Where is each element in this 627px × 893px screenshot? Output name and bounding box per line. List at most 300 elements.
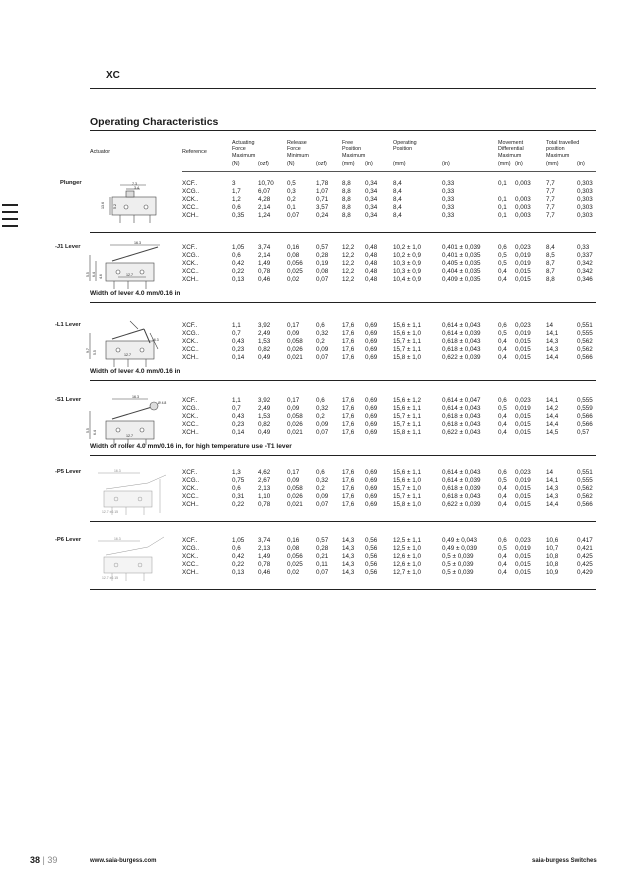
cell-travel-in: 0,562	[577, 485, 593, 492]
cell-release-n: 0,16	[287, 244, 300, 251]
cell-release-n: 0,1	[287, 204, 296, 211]
cell-free-mm: 17,6	[342, 397, 355, 404]
dim-label: 13.6	[101, 202, 105, 209]
cell-release-ozf: 0,28	[316, 545, 329, 552]
cell-operating-mm: 15,7 ± 1,1	[393, 338, 421, 345]
cell-travel-mm: 14,1	[546, 397, 559, 404]
cell-reference: XCH..	[182, 501, 199, 508]
col-operating-position: Operating Position	[393, 140, 417, 153]
cell-movement-in: 0,015	[515, 268, 531, 275]
cell-operating-in: 0,401 ± 0,039	[442, 244, 481, 251]
cell-free-in: 0,69	[365, 493, 378, 500]
dim-label: 5.5	[86, 428, 90, 433]
cell-free-in: 0,69	[365, 429, 378, 436]
cell-free-in: 0,48	[365, 244, 378, 251]
cell-release-ozf: 0,2	[316, 338, 325, 345]
cell-movement-in: 0,023	[515, 397, 531, 404]
cell-operating-mm: 15,7 ± 1,0	[393, 485, 421, 492]
cell-travel-mm: 14	[546, 322, 554, 329]
cell-operating-mm: 12,6 ± 1,0	[393, 553, 421, 560]
cell-operating-mm: 15,6 ± 1,2	[393, 397, 421, 404]
cell-travel-mm: 10,8	[546, 553, 559, 560]
cell-actuating-ozf: 3,92	[258, 322, 271, 329]
cell-actuating-n: 0,22	[232, 561, 245, 568]
cell-actuating-ozf: 2,67	[258, 477, 271, 484]
cell-reference: XCK..	[182, 413, 199, 420]
cell-free-in: 0,48	[365, 260, 378, 267]
cell-movement-in: 0,015	[515, 338, 531, 345]
group-note: Width of roller 4.0 mm/0.16 in, for high temperature use -T1 lever	[90, 443, 292, 450]
cell-release-ozf: 0,2	[316, 413, 325, 420]
cell-reference: XCK..	[182, 196, 199, 203]
cell-operating-mm: 12,7 ± 1,0	[393, 569, 421, 576]
cell-release-n: 0,2	[287, 196, 296, 203]
cell-movement-mm: 0,5	[498, 405, 507, 412]
s1-lever-diagram	[88, 397, 168, 447]
cell-actuating-n: 0,6	[232, 545, 241, 552]
cell-release-n: 0,09	[287, 330, 300, 337]
cell-reference: XCH..	[182, 429, 199, 436]
cell-release-n: 0,17	[287, 469, 300, 476]
cell-movement-in: 0,015	[515, 421, 531, 428]
cell-travel-in: 0,429	[577, 569, 593, 576]
cell-actuating-ozf: 0,82	[258, 421, 271, 428]
side-index-mark	[2, 225, 18, 227]
cell-actuating-ozf: 0,46	[258, 569, 271, 576]
cell-actuating-ozf: 10,70	[258, 180, 274, 187]
cell-free-mm: 17,6	[342, 477, 355, 484]
cell-release-n: 0,025	[287, 268, 303, 275]
cell-operating-mm: 8,4	[393, 204, 402, 211]
cell-movement-in: 0,015	[515, 561, 531, 568]
cell-operating-in: 0,614 ± 0,047	[442, 397, 481, 404]
dim-label: 5.5	[93, 350, 97, 355]
cell-release-ozf: 0,07	[316, 276, 329, 283]
dim-label: 16.3	[114, 469, 121, 473]
cell-movement-mm: 0,6	[498, 469, 507, 476]
cell-movement-mm: 0,1	[498, 212, 507, 219]
cell-movement-in: 0,015	[515, 354, 531, 361]
cell-operating-mm: 15,7 ± 1,1	[393, 421, 421, 428]
cell-reference: XCG..	[182, 477, 200, 484]
cell-release-ozf: 0,09	[316, 346, 329, 353]
cell-reference: XCC..	[182, 421, 199, 428]
cell-free-mm: 17,6	[342, 330, 355, 337]
cell-actuating-ozf: 2,49	[258, 405, 271, 412]
cell-operating-in: 0,33	[442, 196, 455, 203]
cell-travel-mm: 7,7	[546, 180, 555, 187]
side-index-mark	[2, 204, 18, 206]
cell-actuating-n: 0,7	[232, 330, 241, 337]
cell-operating-in: 0,405 ± 0,035	[442, 260, 481, 267]
cell-movement-mm: 0,4	[498, 569, 507, 576]
cell-release-ozf: 0,6	[316, 469, 325, 476]
cell-travel-in: 0,337	[577, 252, 593, 259]
cell-operating-in: 0,5 ± 0,039	[442, 561, 474, 568]
cell-release-n: 0,021	[287, 354, 303, 361]
cell-release-n: 0,025	[287, 561, 303, 568]
cell-free-in: 0,48	[365, 276, 378, 283]
cell-release-n: 0,17	[287, 322, 300, 329]
unit-n: (N)	[232, 161, 240, 167]
cell-release-ozf: 0,6	[316, 322, 325, 329]
cell-reference: XCG..	[182, 545, 200, 552]
cell-travel-in: 0,566	[577, 501, 593, 508]
cell-movement-in: 0,015	[515, 429, 531, 436]
cell-travel-in: 0,342	[577, 260, 593, 267]
cell-reference: XCG..	[182, 188, 200, 195]
cell-travel-in: 0,421	[577, 545, 593, 552]
cell-travel-in: 0,303	[577, 204, 593, 211]
cell-travel-in: 0,303	[577, 196, 593, 203]
cell-actuating-ozf: 0,49	[258, 429, 271, 436]
cell-actuating-ozf: 6,07	[258, 188, 271, 195]
group-note: Width of lever 4.0 mm/0.16 in	[90, 290, 181, 297]
plunger-diagram	[101, 182, 162, 225]
cell-actuating-n: 0,35	[232, 212, 245, 219]
cell-free-mm: 17,6	[342, 469, 355, 476]
dim-label: 16.3	[134, 241, 141, 245]
dim-label: 5.2	[113, 204, 117, 209]
col-reference: Reference	[182, 149, 207, 155]
cell-movement-mm: 0,1	[498, 180, 507, 187]
cell-reference: XCC..	[182, 204, 199, 211]
col-actuating-force: Actuating Force Maximum	[232, 140, 256, 159]
group-note: Width of lever 4.0 mm/0.16 in	[90, 368, 181, 375]
cell-release-ozf: 0,32	[316, 405, 329, 412]
cell-travel-in: 0,559	[577, 405, 593, 412]
cell-travel-mm: 14,3	[546, 493, 559, 500]
cell-travel-mm: 8,7	[546, 260, 555, 267]
cell-travel-mm: 10,9	[546, 569, 559, 576]
cell-release-ozf: 0,09	[316, 493, 329, 500]
cell-release-n: 0,16	[287, 537, 300, 544]
cell-travel-mm: 10,6	[546, 537, 559, 544]
cell-release-n: 0,08	[287, 545, 300, 552]
cell-travel-in: 0,562	[577, 346, 593, 353]
cell-release-ozf: 0,07	[316, 354, 329, 361]
dim-label: 12.7	[124, 353, 131, 357]
unit-mm: (mm)	[342, 161, 355, 167]
cell-free-mm: 12,2	[342, 276, 355, 283]
cell-release-n: 0,058	[287, 485, 303, 492]
cell-actuating-n: 1,3	[232, 469, 241, 476]
cell-operating-in: 0,401 ± 0,035	[442, 252, 481, 259]
cell-free-in: 0,69	[365, 338, 378, 345]
cell-movement-mm: 0,5	[498, 545, 507, 552]
cell-release-ozf: 3,57	[316, 204, 329, 211]
cell-release-n: 0,058	[287, 338, 303, 345]
cell-operating-mm: 15,8 ± 1,0	[393, 354, 421, 361]
cell-free-in: 0,48	[365, 268, 378, 275]
cell-operating-in: 0,622 ± 0,043	[442, 429, 481, 436]
cell-operating-mm: 8,4	[393, 188, 402, 195]
unit-mm: (mm)	[393, 161, 406, 167]
cell-operating-mm: 15,8 ± 1,0	[393, 501, 421, 508]
group-separator	[90, 589, 596, 590]
cell-operating-in: 0,622 ± 0,039	[442, 501, 481, 508]
cell-free-in: 0,69	[365, 421, 378, 428]
cell-movement-mm: 0,4	[498, 485, 507, 492]
cell-actuating-n: 0,6	[232, 485, 241, 492]
cell-operating-in: 0,614 ± 0,039	[442, 477, 481, 484]
cell-travel-mm: 14	[546, 469, 554, 476]
cell-operating-mm: 8,4	[393, 196, 402, 203]
cell-movement-mm: 0,4	[498, 346, 507, 353]
cell-reference: XCG..	[182, 252, 200, 259]
cell-reference: XCH..	[182, 354, 199, 361]
cell-actuating-ozf: 2,14	[258, 252, 271, 259]
cell-travel-in: 0,551	[577, 322, 593, 329]
cell-release-n: 0,17	[287, 397, 300, 404]
cell-release-n: 0,026	[287, 346, 303, 353]
cell-release-n: 0,026	[287, 493, 303, 500]
cell-release-ozf: 0,57	[316, 244, 329, 251]
cell-free-mm: 17,6	[342, 413, 355, 420]
dim-label: 7.3	[132, 182, 137, 186]
cell-movement-in: 0,015	[515, 553, 531, 560]
col-total-travel: Total travelled position Maximum	[546, 140, 580, 159]
cell-movement-in: 0,023	[515, 322, 531, 329]
dim-label: 6.4	[93, 430, 97, 435]
unit-in: (in)	[365, 161, 373, 167]
cell-travel-in: 0,342	[577, 268, 593, 275]
cell-travel-in: 0,303	[577, 212, 593, 219]
cell-operating-mm: 8,4	[393, 212, 402, 219]
cell-actuating-n: 0,43	[232, 338, 245, 345]
cell-operating-mm: 15,6 ± 1,1	[393, 405, 421, 412]
cell-travel-in: 0,555	[577, 397, 593, 404]
cell-reference: XCH..	[182, 569, 199, 576]
cell-operating-mm: 10,3 ± 0,9	[393, 260, 421, 267]
section-title: Operating Characteristics	[90, 116, 219, 128]
cell-actuating-n: 1,1	[232, 397, 241, 404]
cell-free-in: 0,56	[365, 561, 378, 568]
cell-travel-in: 0,555	[577, 477, 593, 484]
cell-free-in: 0,69	[365, 501, 378, 508]
cell-free-mm: 17,6	[342, 405, 355, 412]
cell-movement-mm: 0,5	[498, 252, 507, 259]
cell-free-in: 0,34	[365, 204, 378, 211]
cell-movement-mm: 0,6	[498, 397, 507, 404]
cell-free-in: 0,48	[365, 252, 378, 259]
cell-travel-mm: 14,4	[546, 501, 559, 508]
cell-free-mm: 14,3	[342, 553, 355, 560]
cell-reference: XCC..	[182, 493, 199, 500]
cell-operating-in: 0,618 ± 0,043	[442, 346, 481, 353]
cell-travel-mm: 14,3	[546, 346, 559, 353]
cell-movement-in: 0,023	[515, 537, 531, 544]
cell-free-mm: 8,8	[342, 196, 351, 203]
cell-actuating-ozf: 3,74	[258, 244, 271, 251]
cell-free-in: 0,56	[365, 537, 378, 544]
cell-travel-in: 0,566	[577, 421, 593, 428]
cell-free-in: 0,34	[365, 180, 378, 187]
cell-free-mm: 17,6	[342, 501, 355, 508]
cell-actuating-n: 1,05	[232, 244, 245, 251]
cell-movement-mm: 0,4	[498, 276, 507, 283]
dim-label: 4.6	[99, 274, 103, 279]
cell-operating-in: 0,49 ± 0,043	[442, 537, 477, 544]
cell-free-in: 0,69	[365, 485, 378, 492]
cell-free-mm: 8,8	[342, 204, 351, 211]
cell-reference: XCG..	[182, 330, 200, 337]
unit-in: (in)	[515, 161, 523, 167]
cell-movement-in: 0,023	[515, 244, 531, 251]
cell-release-ozf: 0,08	[316, 268, 329, 275]
cell-free-in: 0,34	[365, 188, 378, 195]
cell-free-in: 0,69	[365, 397, 378, 404]
cell-reference: XCK..	[182, 338, 199, 345]
cell-actuating-ozf: 1,53	[258, 338, 271, 345]
cell-movement-mm: 0,1	[498, 204, 507, 211]
cell-release-n: 0,5	[287, 180, 296, 187]
cell-reference: XCF..	[182, 244, 198, 251]
col-free-position: Free Position Maximum	[342, 140, 366, 159]
cell-travel-mm: 14,4	[546, 354, 559, 361]
cell-free-in: 0,69	[365, 413, 378, 420]
cell-actuating-n: 0,14	[232, 429, 245, 436]
cell-movement-mm: 0,4	[498, 268, 507, 275]
cell-operating-in: 0,33	[442, 180, 455, 187]
cell-actuating-ozf: 4,62	[258, 469, 271, 476]
cell-movement-mm: 0,6	[498, 537, 507, 544]
cell-movement-in: 0,015	[515, 276, 531, 283]
cell-free-mm: 14,3	[342, 537, 355, 544]
cell-release-n: 0,07	[287, 212, 300, 219]
cell-movement-in: 0,019	[515, 477, 531, 484]
cell-travel-in: 0,303	[577, 188, 593, 195]
cell-travel-mm: 8,4	[546, 244, 555, 251]
cell-actuating-n: 0,6	[232, 204, 241, 211]
cell-free-mm: 12,2	[342, 252, 355, 259]
cell-actuating-ozf: 0,78	[258, 561, 271, 568]
cell-movement-mm: 0,4	[498, 553, 507, 560]
cell-actuating-n: 0,22	[232, 268, 245, 275]
cell-release-ozf: 0,32	[316, 330, 329, 337]
dim-label: 5.5	[86, 272, 90, 277]
cell-operating-in: 0,404 ± 0,035	[442, 268, 481, 275]
cell-free-mm: 17,6	[342, 493, 355, 500]
cell-operating-in: 0,5 ± 0,039	[442, 553, 474, 560]
cell-reference: XCK..	[182, 553, 199, 560]
cell-actuating-ozf: 1,53	[258, 413, 271, 420]
cell-travel-mm: 8,7	[546, 268, 555, 275]
cell-reference: XCH..	[182, 276, 199, 283]
cell-release-ozf: 0,07	[316, 569, 329, 576]
cell-travel-mm: 7,7	[546, 212, 555, 219]
cell-travel-mm: 14,3	[546, 485, 559, 492]
cell-operating-in: 0,33	[442, 188, 455, 195]
cell-operating-in: 0,614 ± 0,043	[442, 469, 481, 476]
cell-travel-mm: 7,7	[546, 196, 555, 203]
cell-actuating-ozf: 0,82	[258, 346, 271, 353]
cell-movement-in: 0,015	[515, 569, 531, 576]
cell-operating-mm: 12,5 ± 1,0	[393, 545, 421, 552]
cell-release-ozf: 0,2	[316, 485, 325, 492]
cell-travel-in: 0,551	[577, 469, 593, 476]
cell-movement-mm: 0,6	[498, 244, 507, 251]
cell-release-n: 0,058	[287, 413, 303, 420]
cell-actuating-ozf: 0,46	[258, 276, 271, 283]
cell-actuating-n: 1,7	[232, 188, 241, 195]
cell-free-in: 0,69	[365, 346, 378, 353]
cell-release-ozf: 0,09	[316, 421, 329, 428]
cell-actuating-ozf: 4,28	[258, 196, 271, 203]
cell-release-n: 0,021	[287, 429, 303, 436]
cell-travel-in: 0,555	[577, 330, 593, 337]
cell-travel-mm: 8,5	[546, 252, 555, 259]
cell-operating-mm: 10,3 ± 0,9	[393, 268, 421, 275]
cell-free-mm: 17,6	[342, 421, 355, 428]
cell-travel-in: 0,566	[577, 354, 593, 361]
col-release-force: Release Force Minimum	[287, 140, 309, 159]
cell-release-n: 0,09	[287, 405, 300, 412]
cell-movement-mm: 0,5	[498, 477, 507, 484]
dim-label: 16.3	[132, 395, 139, 399]
cell-operating-mm: 15,6 ± 1,1	[393, 469, 421, 476]
cell-release-ozf: 1,07	[316, 188, 329, 195]
cell-movement-mm: 0,4	[498, 493, 507, 500]
cell-reference: XCF..	[182, 469, 198, 476]
cell-operating-in: 0,618 ± 0,043	[442, 338, 481, 345]
cell-operating-mm: 15,7 ± 1,1	[393, 493, 421, 500]
cell-travel-in: 0,566	[577, 413, 593, 420]
cell-actuating-ozf: 2,13	[258, 485, 271, 492]
cell-travel-in: 0,33	[577, 244, 590, 251]
cell-movement-mm: 0,4	[498, 421, 507, 428]
cell-release-n: 0,02	[287, 569, 300, 576]
cell-free-in: 0,34	[365, 196, 378, 203]
cell-movement-mm: 0,4	[498, 501, 507, 508]
cell-travel-mm: 14,1	[546, 477, 559, 484]
cell-release-ozf: 0,19	[316, 260, 329, 267]
document-header-title: XC	[106, 70, 120, 81]
actuator-label: Plunger	[60, 180, 82, 186]
cell-operating-mm: 15,6 ± 1,0	[393, 477, 421, 484]
cell-movement-mm: 0,1	[498, 196, 507, 203]
cell-travel-mm: 7,7	[546, 188, 555, 195]
cell-release-ozf: 0,32	[316, 477, 329, 484]
j1-lever-diagram	[88, 241, 168, 291]
cell-actuating-ozf: 2,14	[258, 204, 271, 211]
cell-travel-mm: 14,3	[546, 338, 559, 345]
actuator-label: -L1 Lever	[55, 322, 81, 328]
group-separator	[90, 455, 596, 456]
cell-movement-in: 0,015	[515, 413, 531, 420]
cell-actuating-ozf: 1,49	[258, 553, 271, 560]
cell-movement-in: 0,003	[515, 196, 531, 203]
cell-actuating-n: 3	[232, 180, 236, 187]
cell-release-ozf: 0,6	[316, 397, 325, 404]
cell-movement-in: 0,019	[515, 252, 531, 259]
cell-operating-in: 0,618 ± 0,043	[442, 413, 481, 420]
cell-movement-in: 0,015	[515, 485, 531, 492]
cell-reference: XCF..	[182, 322, 198, 329]
cell-free-in: 0,69	[365, 477, 378, 484]
cell-free-in: 0,69	[365, 469, 378, 476]
cell-travel-in: 0,562	[577, 338, 593, 345]
cell-travel-in: 0,57	[577, 429, 590, 436]
cell-actuating-ozf: 3,92	[258, 397, 271, 404]
cell-travel-in: 0,425	[577, 553, 593, 560]
cell-travel-in: 0,562	[577, 493, 593, 500]
cell-free-mm: 14,3	[342, 569, 355, 576]
cell-free-mm: 8,8	[342, 212, 351, 219]
cell-reference: XCC..	[182, 561, 199, 568]
cell-actuating-n: 1,05	[232, 537, 245, 544]
actuator-label: -P6 Lever	[55, 537, 82, 543]
